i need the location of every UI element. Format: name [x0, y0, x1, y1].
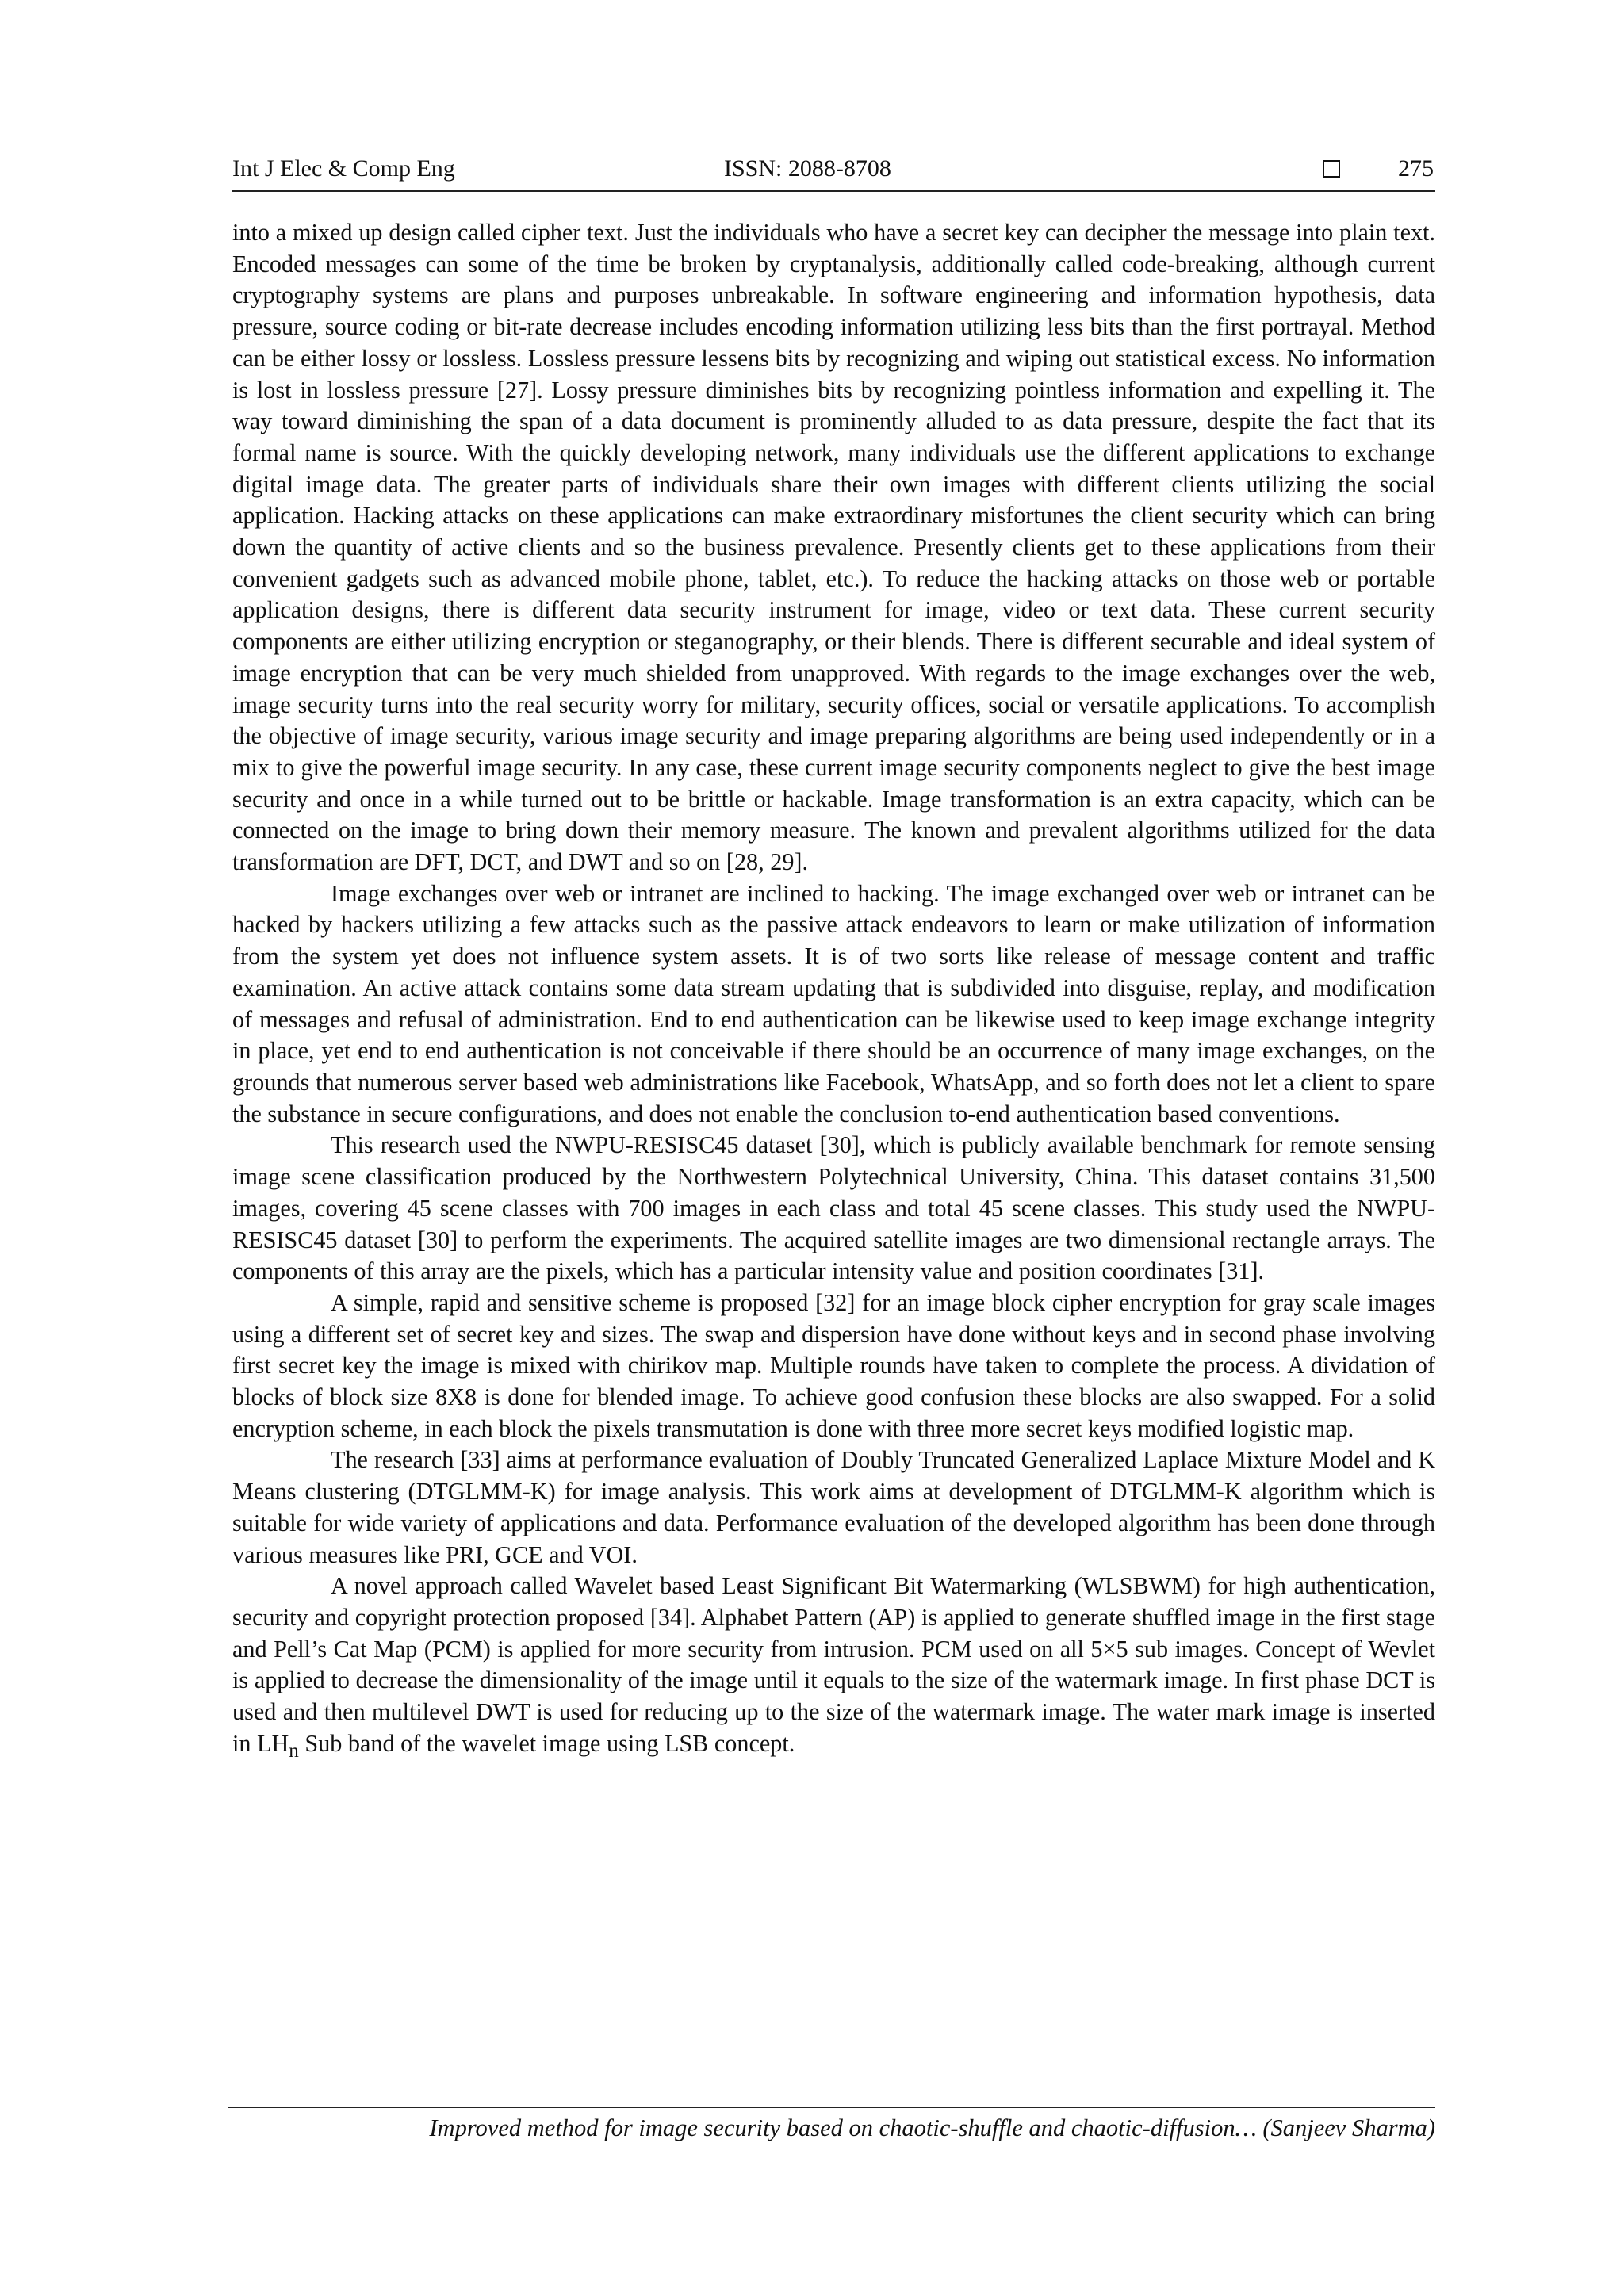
- paragraph-4: A simple, rapid and sensitive scheme is proposed [32] for an image block cipher encryption for gray scale images using a different set of secret key and sizes. The swap and dispersion have done without keys and in second phase involving first secret key the image is mixed with chirikov map. Multiple rounds have taken to complete the process. A dividation of blocks of block size 8X8 is done for blended image. To achieve good confusion these blocks are also swapped. For a solid encryption scheme, in each block the pixels transmutation is done with three more secret keys modified logistic map.: [232, 1288, 1435, 1442]
- page-header: [232, 155, 1435, 192]
- paragraph-6-text-a: A novel approach called Wavelet based Least Significant Bit Watermarking (WLSBWM) for high authentication, security and copyright protection proposed [34]. Alphabet Pattern (AP) is applied to generate shuffled image in the first stage and Pell’s Cat Map (PCM) is applied for more security from intrusion. PCM used on all 5×5 sub images. Concept of Wevlet is applied to decrease the dimensionality of the image until it equals to the size of the watermark image. In first phase DCT is used and then multilevel DWT is used for reducing up to the size of the watermark image. The water mark image is inserted in LH: [232, 1572, 1435, 1757]
- page-footer: Improved method for image security based on chaotic-shuffle and chaotic-diffusion… (Sanjeev Sharma): [228, 2107, 1435, 2142]
- paragraph-5: The research [33] aims at performance evaluation of Doubly Truncated Generalized Laplace Mixture Model and K Means clustering (DTGLMM-K) for image analysis. This work aims at development of DTGLMM-K algorithm which is suitable for wide variety of applications and data. Performance evaluation of the developed algorithm has been done through various measures like PRI, GCE and VOI.: [232, 1446, 1435, 1568]
- subscript-n: n: [289, 1739, 299, 1762]
- square-bullet-icon: [1323, 160, 1340, 178]
- body-text: [232, 217, 1435, 1766]
- issn-label: ISSN: 2088-8708: [724, 155, 891, 182]
- paragraph-1: into a mixed up design called cipher text. Just the individuals who have a secret key can decipher the message into plain text. Encoded messages can some of the time be broken by cryptanalysis, additionally called code-breaking, although current cryptography systems are plans and purposes unbreakable. In software engineering and information hypothesis, data pressure, source coding or bit-rate decrease includes encoding information utilizing less bits than the first portrayal. Method can be either lossy or lossless. Lossless pressure lessens bits by recognizing and wiping out statistical excess. No information is lost in lossless pressure [27]. Lossy pressure diminishes bits by recognizing pointless information and expelling it. The way toward diminishing the span of a data document is prominently alluded to as data pressure, despite the fact that its formal name is source. With the quickly developing network, many individuals use the different applications to exchange digital image data. The greater parts of individuals share their own images with different clients utilizing the social application. Hacking attacks on these applications can make extraordinary misfortunes the client security which can bring down the quantity of active clients and so the business prevalence. Presently clients get to these applications from their convenient gadgets such as advanced mobile phone, tablet, etc.). To reduce the hacking attacks on those web or portable application designs, there is different data security instrument for image, video or text data. These current security components are either utilizing encryption or steganography, or their blends. There is different securable and ideal system of image encryption that can be very much shielded from unapproved. With regards to the image exchanges over the web, image security turns into the real security worry for military, security offices, social or versatile applications. To accomplish the objective of image security, various image security and image preparing algorithms are being used independently or in a mix to give the powerful image security. In any case, these current image security components neglect to give the best image security and once in a while turned out to be brittle or hackable. Image transformation is an extra capacity, which can be connected on the image to bring down their memory measure. The known and prevalent algorithms utilized for the data transformation are DFT, DCT, and DWT and so on [28, 29].: [232, 219, 1435, 876]
- page-number: 275: [1398, 155, 1434, 182]
- paragraph-6-text-b: Sub band of the wavelet image using LSB concept.: [298, 1729, 795, 1757]
- paragraph-3: This research used the NWPU-RESISC45 dataset [30], which is publicly available benchmark for remote sensing image scene classification produced by the Northwestern Polytechnical University, China. This dataset contains 31,500 images, covering 45 scene classes with 700 images in each class and total 45 scene classes. This study used the NWPU-RESISC45 dataset [30] to perform the experiments. The acquired satellite images are two dimensional rectangle arrays. The components of this array are the pixels, which has a particular intensity value and position coordinates [31].: [232, 1131, 1435, 1285]
- journal-name: Int J Elec & Comp Eng: [232, 155, 455, 182]
- paragraph-6: [232, 1571, 1435, 1766]
- paragraph-2: Image exchanges over web or intranet are inclined to hacking. The image exchanged over web or intranet can be hacked by hackers utilizing a few attacks such as the passive attack endeavors to learn or make utilization of information from the system yet does not influence system assets. It is of two sorts like release of message content and traffic examination. An active attack contains some data stream updating that is subdivided into disguise, replay, and modification of messages and refusal of administration. End to end authentication can be likewise used to keep image exchange integrity in place, yet end to end authentication is not conceivable if there should be an occurrence of many image exchanges, on the grounds that numerous server based web administrations like Facebook, WhatsApp, and so forth does not let a client to spare the substance in secure configurations, and does not enable the conclusion to-end authentication based conventions.: [232, 879, 1435, 1127]
